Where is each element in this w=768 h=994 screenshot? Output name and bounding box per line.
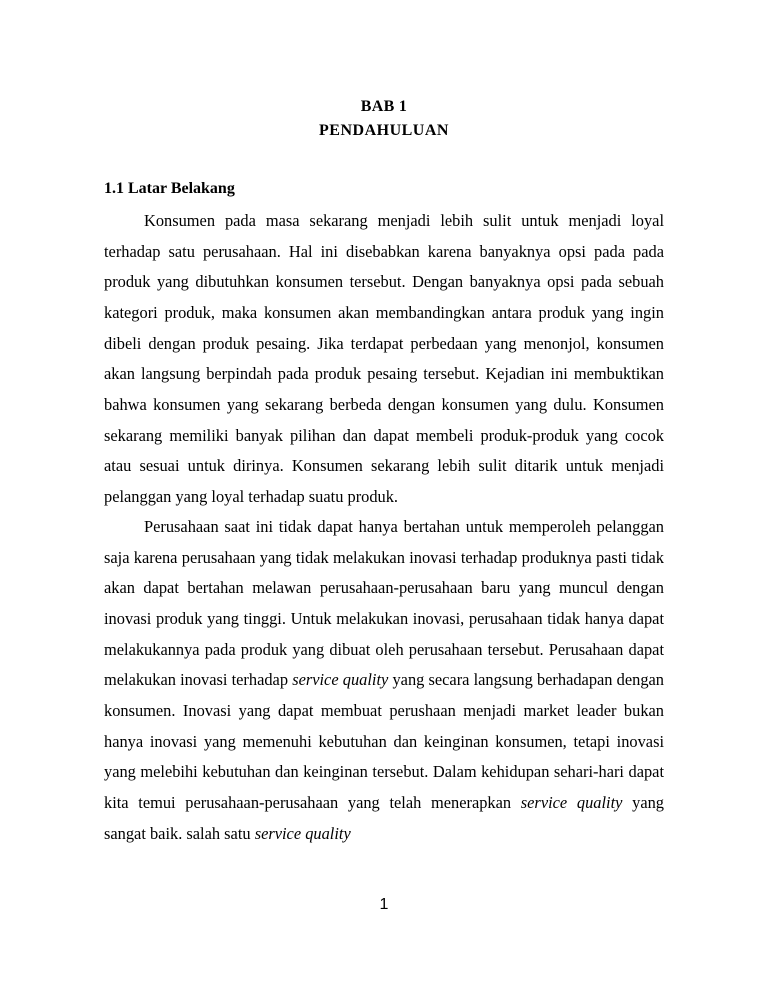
- section-heading: 1.1 Latar Belakang: [104, 180, 235, 197]
- chapter-number: BAB 1: [360, 98, 408, 115]
- paragraph-segment: yang secara langsung berhadapan dengan konsumen. Inovasi yang dapat membuat perushaan menjadi market leader bukan hanya inovasi yang memenuhi kebutuhan dan keinginan konsumen, tetapi inovasi yang melebihi kebutuhan dan keinginan tersebut. Dalam kehidupan sehari-hari dapat kita temui perusahaan-perusahaan yang telah menerapkan: [104, 670, 664, 812]
- italic-term: service quality: [292, 670, 389, 690]
- chapter-title: PENDAHULUAN: [319, 122, 449, 139]
- body-paragraph-1: [104, 206, 664, 513]
- italic-term: service quality: [520, 792, 623, 812]
- italic-term: service quality: [254, 823, 351, 843]
- paragraph-text: [104, 512, 664, 849]
- paragraph-text: Konsumen pada masa sekarang menjadi lebih sulit untuk menjadi loyal terhadap satu perusahaan. Hal ini disebabkan karena banyaknya opsi pada pada produk yang dibutuhkan konsumen tersebut. Dengan banyaknya opsi pada sebuah kategori produk, maka konsumen akan membandingkan antara produk yang ingin dibeli dengan produk pesaing. Jika terdapat perbedaan yang menonjol, konsumen akan langsung berpindah pada produk pesaing tersebut. Kejadian ini membuktikan bahwa konsumen yang sekarang berbeda dengan konsumen yang dulu. Konsumen sekarang memiliki banyak pilihan dan dapat membeli produk-produk yang cocok atau sesuai untuk dirinya. Konsumen sekarang lebih sulit ditarik untuk menjadi pelanggan yang loyal terhadap suatu produk.: [104, 211, 664, 506]
- page-number: 1: [379, 896, 389, 913]
- paragraph-segment: yang sangat baik. salah satu: [104, 792, 664, 843]
- body-paragraph-2: [104, 512, 664, 849]
- paragraph-segment: Perusahaan saat ini tidak dapat hanya bertahan untuk memperoleh pelanggan saja karena perusahaan yang tidak melakukan inovasi terhadap produknya pasti tidak akan dapat bertahan melawan perusahaan-perusahaan baru yang muncul dengan inovasi produk yang tinggi. Untuk melakukan inovasi, perusahaan tidak hanya dapat melakukannya pada produk yang dibuat oleh perusahaan tersebut. Perusahaan dapat melakukan inovasi terhadap: [104, 517, 664, 690]
